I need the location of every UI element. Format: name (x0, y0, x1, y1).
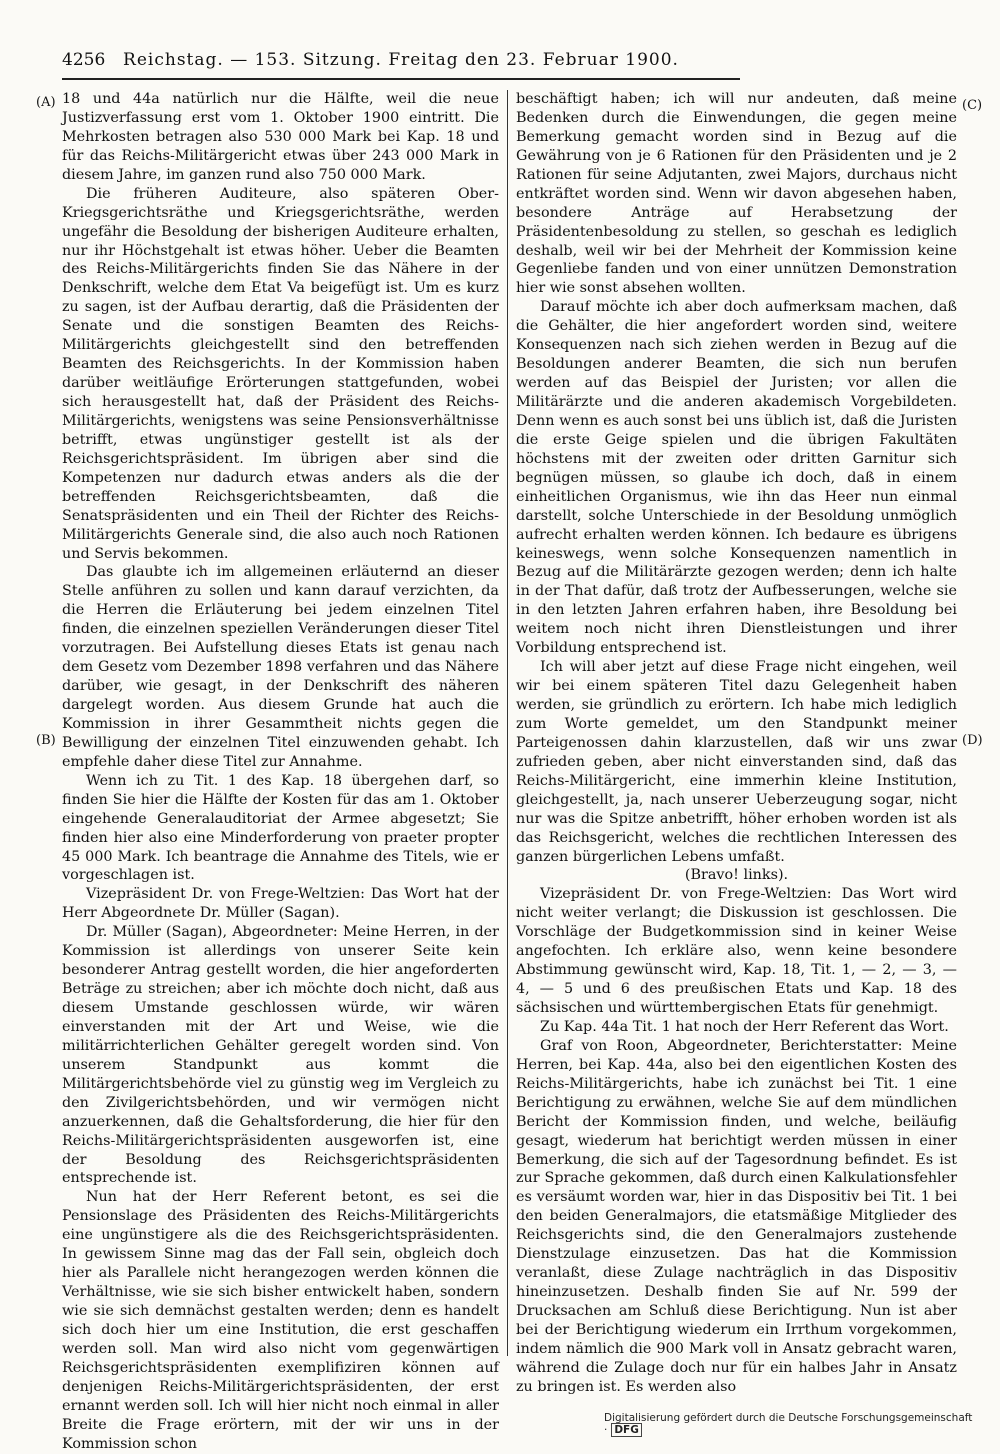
margin-mark-b: (B) (36, 733, 56, 748)
paragraph: Darauf möchte ich aber doch aufmerksam machen, daß die Gehälter, die hier angefordert worden sind, weitere Konsequenzen nach sich ziehen werden in Bezug auf die Besoldungen anderer Beamten, die sich nun berufen werden auf das Beispiel der Juristen; vor allen die Militärärzte und die anderen akademisch Vorgebildeten. Denn wenn es auch sonst bei uns üblich ist, daß die Juristen die erste Geige spielen und die übrigen Fakultäten höchstens mit der zweiten oder dritten Garnitur sich begnügen müssen, so glaube ich doch, daß in einem einheitlichen Organismus, wie ihn das Heer nun einmal darstellt, solche Unterschiede in der Besoldung unmöglich aufrecht erhalten werden können. Ich bedaure es übrigens keineswegs, wenn solche Konsequenzen namentlich in Bezug auf die Militärärzte gezogen werden; denn ich halte in der That dafür, daß trotz der Aufbesserungen, welche sie in den letzten Jahren erfahren haben, ihre Besoldung bei weitem noch nicht ihren Dienstleistungen und ihrer Vorbildung entsprechend ist. (516, 299, 957, 657)
paragraph: Die früheren Auditeure, also späteren Ober-Kriegsgerichtsräthe und Kriegsgerichtsräthe, werden ungefähr die Besoldung der bisherigen Auditeure erhalten, nur ihr Höchstgehalt ist etwas höher. Ueber die Beamten des Reichs-Militärgerichts finden Sie das Nähere in der Denkschrift, welche dem Etat Va beigefügt ist. Um es kurz zu sagen, ist der Aufbau derartig, daß die Präsidenten der Senate und die sonstigen Beamten des Reichs-Militärgerichts gleichgestellt sind den betreffenden Beamten des Reichsgerichts. In der Kommission haben darüber weitläufige Erörterungen stattgefunden, wobei sich herausgestellt hat, daß der Präsident des Reichs-Militärgerichts, wenigstens was seine Pensionsverhältnisse betrifft, etwas ungünstiger gestellt ist als der Reichsgerichtspräsident. Im übrigen aber sind die Kompetenzen nur dadurch etwas anders als die der betreffenden Reichsgerichtsbeamten, daß die Senatspräsidenten und ein Theil der Richter des Reichs-Militärgerichts Generale sind, die also auch noch Rationen und Servis bekommen. (62, 185, 499, 562)
speaker-paragraph: Vizepräsident Dr. von Frege-Weltzien: Das Wort wird nicht weiter verlangt; die Diskussion ist geschlossen. Die Vorschläge der Budgetkommission sind in keiner Weise angefochten. Ich erkläre also, wenn keine besondere Abstimmung gewünscht wird, Kap. 18, Tit. 1, — 2, — 3, — 4, — 5 und 6 des preußischen Etats und Kap. 18 des sächsischen und württembergischen Etats für genehmigt. (516, 886, 957, 1016)
margin-mark-a: (A) (36, 95, 56, 110)
paragraph: Ich will aber jetzt auf diese Frage nicht eingehen, weil wir bei einem späteren Titel dazu Gelegenheit haben werden, sie gründlich zu erörtern. Ich habe mich lediglich zum Worte gemeldet, um den Standpunkt meiner Parteigenossen dahin klarzustellen, daß wir uns zwar zufrieden geben, aber nicht einverstanden sind, daß das Reichs-Militärgericht, eine immerhin kleine Institution, gleichgestellt, ja, nach unserer Ueberzeugung sogar, nicht nur was die Spitze anbetrifft, höher erhoben worden ist als das Reichsgericht, welches die rechtlichen Interessen des ganzen bürgerlichen Lebens umfaßt. (516, 659, 957, 865)
page-number: 4256 (62, 50, 106, 70)
interjection: (Bravo! links). (684, 867, 789, 884)
paragraph: Zu Kap. 44a Tit. 1 hat noch der Herr Referent das Wort. (540, 1018, 949, 1035)
right-column (516, 90, 957, 1395)
margin-mark-c: (C) (962, 98, 983, 113)
left-column (62, 90, 499, 1452)
paragraph: Wenn ich zu Tit. 1 des Kap. 18 übergehen darf, so finden Sie hier die Hälfte der Kosten für das am 1. Oktober eingehende Generalauditoriat der Armee abgesetzt; Sie finden hier also eine Minderforderung von praeter propter 45 000 Mark. Ich beantrage die Annahme des Titels, wie er vorgeschlagen ist. (62, 772, 499, 884)
speaker-paragraph: Graf von Roon, Abgeordneter, Berichterstatter: Meine Herren, bei Kap. 44a, also bei den eigentlichen Kosten des Reichs-Militärgerichts, habe ich zunächst bei Tit. 1 eine Berichtigung zu erwähnen, welche Sie auf dem mündlichen Bericht der Kommission finden, und welche, beiläufig gesagt, wiederum hat berichtigt werden müssen in einer Bemerkung, die sich auf der Tagesordnung befindet. Es ist zur Sprache gekommen, daß durch einen Kalkulationsfehler es versäumt worden war, hier in das Dispositiv bei Tit. 1 bei den beiden Generalmajors, die etatsmäßige Mitglieder des Reichsgerichts sind, die den Generalmajors zustehende Dienstzulage einzusetzen. Das hat die Kommission veranlaßt, diese Zulage nachträglich in das Dispositiv hineinzusetzen. Deshalb finden Sie auf Nr. 599 der Drucksachen am Schluß diese Berichtigung. Nun ist aber bei der Berichtigung wiederum ein Irrthum vorgekommen, indem nämlich die 900 Mark voll in Ansatz gebracht waren, während die Zulage doch nur für ein halbes Jahr in Ansatz zu bringen ist. Es werden also (516, 1037, 957, 1395)
digitization-credit (604, 1412, 1000, 1436)
speaker-paragraph: Dr. Müller (Sagan), Abgeordneter: Meine Herren, in der Kommission ist allerdings von unserer Seite kein besonderer Antrag gestellt worden, die hier angeforderten Beträge zu streichen; aber ich möchte doch nicht, daß aus diesem Umstande geschlossen würde, wir wären einverstanden mit der Art und Weise, wie die militärrichterlichen Gehälter geregelt worden sind. Von unserem Standpunkt aus kommt die Militärgerichtsbehörde viel zu günstig weg im Vergleich zu den Zivilgerichtsbehörden, und wir vermögen nicht anzuerkennen, daß die Gehaltsforderung, die hier für den Reichs-Militärgerichtspräsidenten ausgeworfen ist, eine der Besoldung des Reichsgerichtspräsidenten entsprechende ist. (62, 924, 499, 1187)
margin-mark-d: (D) (962, 733, 983, 748)
running-title: Reichstag. — 153. Sitzung. Freitag den 23. Februar 1900. (123, 50, 679, 70)
credit-text: Digitalisierung gefördert durch die Deutsche Forschungsgemeinschaft · (604, 1412, 973, 1436)
column-divider (507, 90, 508, 1356)
paragraph: Das glaubte ich im allgemeinen erläuternd an dieser Stelle anführen zu sollen und kann darauf verzichten, da die Herren die Erläuterung bei jedem einzelnen Titel finden, die einzelnen speziellen Veränderungen dieser Titel vorzutragen. Bei Aufstellung dieses Etats ist genau nach dem Gesetz vom Dezember 1898 verfahren und das Nähere darüber, wie gesagt, in der Denkschrift des näheren dargelegt worden. Aus diesem Grunde hat auch die Kommission in ihrer Gesammtheit nichts gegen die Bewilligung der einzelnen Titel einzuwenden gehabt. Ich empfehle daher diese Titel zur Annahme. (62, 564, 499, 770)
dfg-logo: DFG (611, 1423, 642, 1437)
speaker-paragraph: Vizepräsident Dr. von Frege-Weltzien: Das Wort hat der Herr Abgeordnete Dr. Müller (Sagan). (62, 886, 499, 922)
paragraph: beschäftigt haben; ich will nur andeuten, daß meine Bedenken durch die Einwendungen, die gegen meine Bemerkung gemacht worden sind in Bezug auf die Gewährung von je 6 Rationen für den Präsidenten und je 2 Rationen für seine Adjutanten, zwei Majors, durchaus nicht entkräftet worden sind. Wenn wir davon abgesehen haben, besondere Anträge auf Herabsetzung der Präsidentenbesoldung zu stellen, so geschah es lediglich deshalb, weil wir bei der Mehrheit der Kommission keine Gegenliebe fanden und von einer unnützen Demonstration hier wie sonst absehen wollten. (516, 91, 957, 297)
page-header (62, 48, 740, 80)
paragraph: Nun hat der Herr Referent betont, es sei die Pensionslage des Präsidenten des Reichs-Militärgerichts eine ungünstigere als die des Reichsgerichtspräsidenten. In gewissem Sinne mag das der Fall sein, obgleich doch hier als Parallele nicht herangezogen werden können die Verhältnisse, wie sie sich bisher entwickelt haben, sondern wie sie sich demnächst gestalten werden; denn es handelt sich doch hier um eine Institution, die erst geschaffen werden soll. Man wird also nicht vom gegenwärtigen Reichsgerichtspräsidenten exemplifiziren können auf denjenigen Reichs-Militärgerichtspräsidenten, der erst ernannt werden soll. Ich will hier nicht noch einmal in aller Breite die Frage erörtern, mit der wir uns in der Kommission schon (62, 1189, 499, 1452)
paragraph: 18 und 44a natürlich nur die Hälfte, weil die neue Justizverfassung erst vom 1. Oktober 1900 eintritt. Die Mehrkosten betragen also 530 000 Mark bei Kap. 18 und für das Reichs-Militärgericht etwas über 243 000 Mark in diesem Jahre, im ganzen rund also 750 000 Mark. (62, 91, 499, 183)
